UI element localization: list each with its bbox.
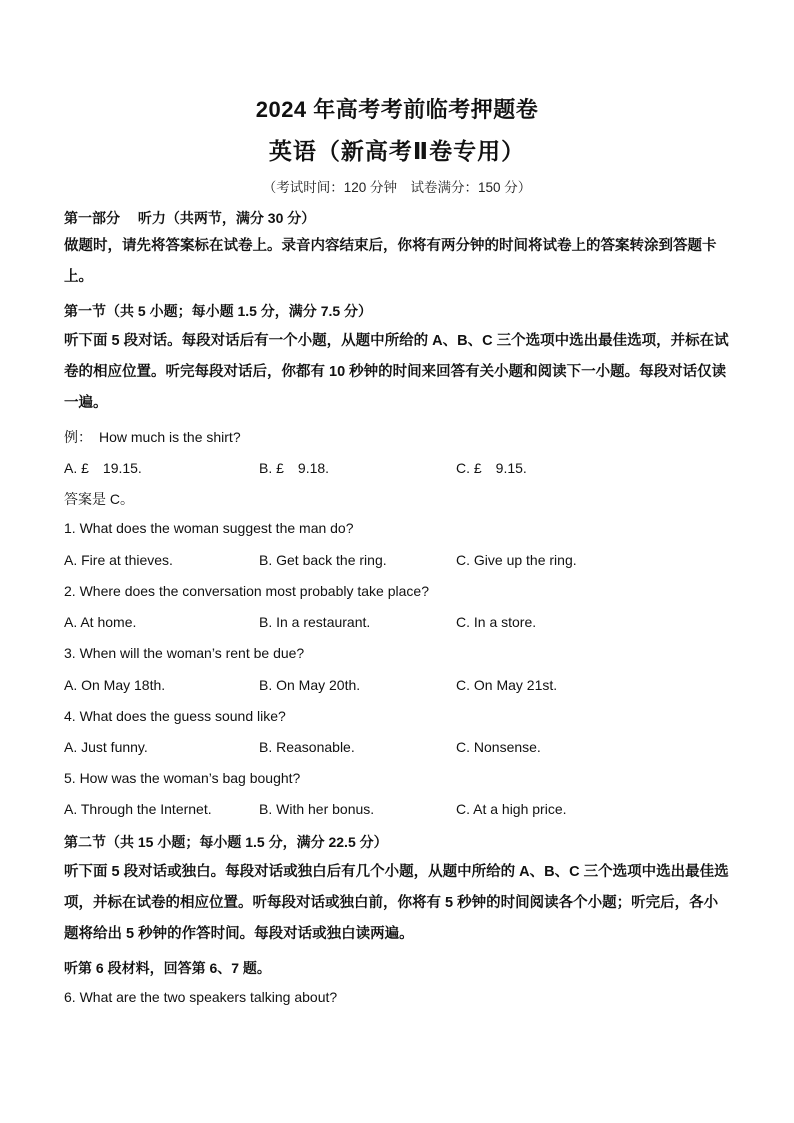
- example-option-a: A. £ 19.15.: [64, 460, 142, 476]
- q2-option-a: A. At home.: [64, 614, 137, 630]
- material-6-heading: 听第 6 段材料，回答第 6、7 题。: [64, 960, 271, 976]
- question-3: 3. When will the woman’s rent be due?: [64, 645, 305, 661]
- question-2: 2. Where does the conversation most probably take place?: [64, 583, 429, 599]
- q1-option-a: A. Fire at thieves.: [64, 552, 173, 568]
- q5-option-a: A. Through the Internet.: [64, 801, 212, 817]
- q1-option-b: B. Get back the ring.: [259, 552, 387, 568]
- example-option-c: C. £ 9.15.: [456, 460, 527, 476]
- section1-heading: 第一节（共 5 小题；每小题 1.5 分，满分 7.5 分）: [64, 303, 373, 319]
- example-answer: 答案是 C。: [64, 491, 134, 507]
- q3-option-b: B. On May 20th.: [259, 677, 361, 693]
- question-4: 4. What does the guess sound like?: [64, 708, 286, 724]
- q5-option-c: C. At a high price.: [456, 801, 567, 817]
- q2-option-b: B. In a restaurant.: [259, 614, 371, 630]
- q4-option-c: C. Nonsense.: [456, 739, 541, 755]
- section1-instructions: 听下面 5 段对话。每段对话后有一个小题，从题中所给的 A、B、C 三个选项中选出最佳选项，并标在试卷的相应位置。听完每段对话后，你都有 10 秒钟的时间来回答有关小题和阅读下一小题。每段对话仅读一遍。: [64, 333, 729, 411]
- section2-instructions: 听下面 5 段对话或独白。每段对话或独白后有几个小题，从题中所给的 A、B、C 三个选项中选出最佳选项，并标在试卷的相应位置。听每段对话或独白前，你将有 5 秒钟的时间阅读各个小题；听完后，各小题将给出 5 秒钟的作答时间。每段对话或独白读两遍。: [64, 864, 729, 942]
- q3-option-a: A. On May 18th.: [64, 677, 166, 693]
- q2-option-c: C. In a store.: [456, 614, 537, 630]
- part1-heading: 第一部分 听力（共两节，满分 30 分）: [64, 210, 316, 226]
- part1-instructions: 做题时，请先将答案标在试卷上。录音内容结束后，你将有两分钟的时间将试卷上的答案转涂到答题卡上。: [64, 238, 717, 285]
- q3-option-c: C. On May 21st.: [456, 677, 558, 693]
- exam-title: 2024 年高考考前临考押题卷: [255, 97, 539, 122]
- question-6: 6. What are the two speakers talking about?: [64, 989, 338, 1005]
- exam-info: （考试时间：120 分钟 试卷满分：150 分）: [262, 180, 532, 195]
- example-question: 例： How much is the shirt?: [64, 429, 241, 445]
- q4-option-b: B. Reasonable.: [259, 739, 355, 755]
- question-1: 1. What does the woman suggest the man do?: [64, 520, 354, 536]
- q1-option-c: C. Give up the ring.: [456, 552, 577, 568]
- question-5: 5. How was the woman’s bag bought?: [64, 770, 301, 786]
- q4-option-a: A. Just funny.: [64, 739, 148, 755]
- section2-heading: 第二节（共 15 小题；每小题 1.5 分，满分 22.5 分）: [64, 834, 388, 850]
- example-option-b: B. £ 9.18.: [259, 460, 330, 476]
- q5-option-b: B. With her bonus.: [259, 801, 375, 817]
- exam-subtitle: 英语（新高考Ⅱ卷专用）: [268, 138, 526, 164]
